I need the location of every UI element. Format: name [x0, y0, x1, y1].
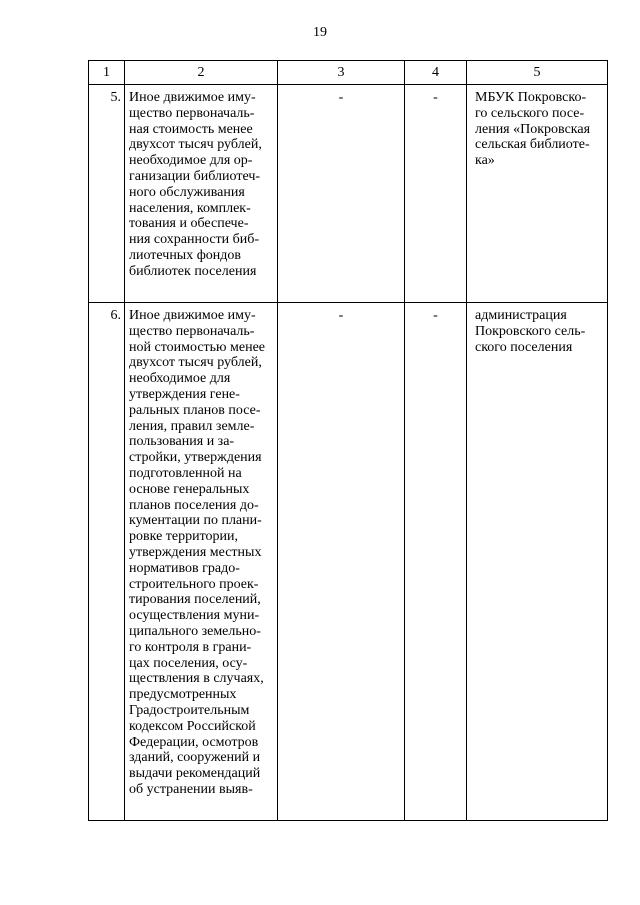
property-table	[88, 60, 608, 821]
description-line: необходимое для	[129, 371, 231, 387]
description-line: стройки, утверждения	[129, 450, 262, 466]
page-number: 19	[313, 25, 327, 40]
description-line: выдачи рекомендаций	[129, 766, 261, 782]
column-4-value: -	[405, 85, 467, 303]
description-line: тирования поселений,	[129, 592, 261, 608]
description-line: Федерации, осмотров	[129, 734, 259, 750]
description-line: тования и обеспече-	[129, 216, 249, 232]
table-header-row	[89, 61, 608, 85]
description-line: ления, правил земле-	[129, 418, 255, 434]
column-4-value: -	[405, 303, 467, 821]
description-line: пользования и за-	[129, 434, 235, 450]
column-header-5: 5	[467, 61, 608, 85]
owner-line: Покровского сель-	[475, 323, 586, 339]
owner-name	[467, 303, 608, 821]
property-description	[125, 85, 278, 303]
description-line: Градостроительным	[129, 702, 250, 718]
owner-line: МБУК Покровско-	[475, 90, 587, 105]
description-line: щество первоначаль-	[129, 105, 255, 121]
description-line: ществления в случаях,	[129, 671, 264, 687]
table-row	[89, 85, 608, 303]
column-header-3: 3	[278, 61, 405, 85]
owner-name	[467, 85, 608, 303]
column-header-4: 4	[405, 61, 467, 85]
owner-line: го сельского посе-	[475, 105, 585, 121]
description-line: цах поселения, осу-	[129, 655, 248, 671]
description-line: библиотек поселения	[129, 263, 257, 279]
description-line: ной стоимостью менее	[129, 339, 266, 355]
description-line: кодексом Российской	[129, 718, 256, 734]
description-line: лиотечных фондов	[129, 247, 242, 263]
description-line: зданий, сооружений и	[129, 750, 261, 766]
description-line: Иное движимое иму-	[129, 90, 256, 105]
description-line: щество первоначаль-	[129, 323, 255, 339]
owner-line: администрация	[475, 308, 567, 323]
column-3-value: -	[278, 85, 405, 303]
table-row	[89, 303, 608, 821]
description-line: го контроля в грани-	[129, 639, 252, 655]
description-line: предусмотренных	[129, 687, 237, 703]
description-line: ния сохранности биб-	[129, 232, 260, 248]
owner-line: ка»	[475, 153, 495, 169]
description-line: населения, комплек-	[129, 200, 251, 216]
owner-line: сельская библиоте-	[475, 137, 590, 153]
description-line: об устранении выяв-	[129, 781, 253, 797]
description-line: утверждения гене-	[129, 386, 240, 402]
description-line: ная стоимость менее	[129, 121, 253, 137]
description-line: ного обслуживания	[129, 184, 245, 200]
description-line: планов поселения до-	[129, 497, 259, 513]
property-description	[125, 303, 278, 821]
description-line: утверждения местных	[129, 544, 262, 560]
description-line: осуществления муни-	[129, 608, 260, 624]
row-number: 5.	[89, 85, 125, 303]
description-line: строительного проек-	[129, 576, 259, 592]
description-line: ровке территории,	[129, 529, 239, 545]
description-line: ральных планов посе-	[129, 402, 261, 418]
description-line: необходимое для ор-	[129, 153, 253, 169]
description-line: подготовленной на	[129, 465, 242, 481]
owner-line: ского поселения	[475, 339, 573, 355]
description-line: двухсот тысяч рублей,	[129, 137, 262, 153]
column-header-1: 1	[89, 61, 125, 85]
owner-line: ления «Покровская	[475, 121, 591, 137]
description-line: нормативов градо-	[129, 560, 240, 576]
description-line: ганизации библиотеч-	[129, 168, 261, 184]
description-line: Иное движимое иму-	[129, 308, 256, 323]
description-line: ципального земельно-	[129, 623, 261, 639]
description-line: двухсот тысяч рублей,	[129, 355, 262, 371]
description-line: кументации по плани-	[129, 513, 262, 529]
row-number: 6.	[89, 303, 125, 821]
column-3-value: -	[278, 303, 405, 821]
description-line: основе генеральных	[129, 481, 250, 497]
column-header-2: 2	[125, 61, 278, 85]
